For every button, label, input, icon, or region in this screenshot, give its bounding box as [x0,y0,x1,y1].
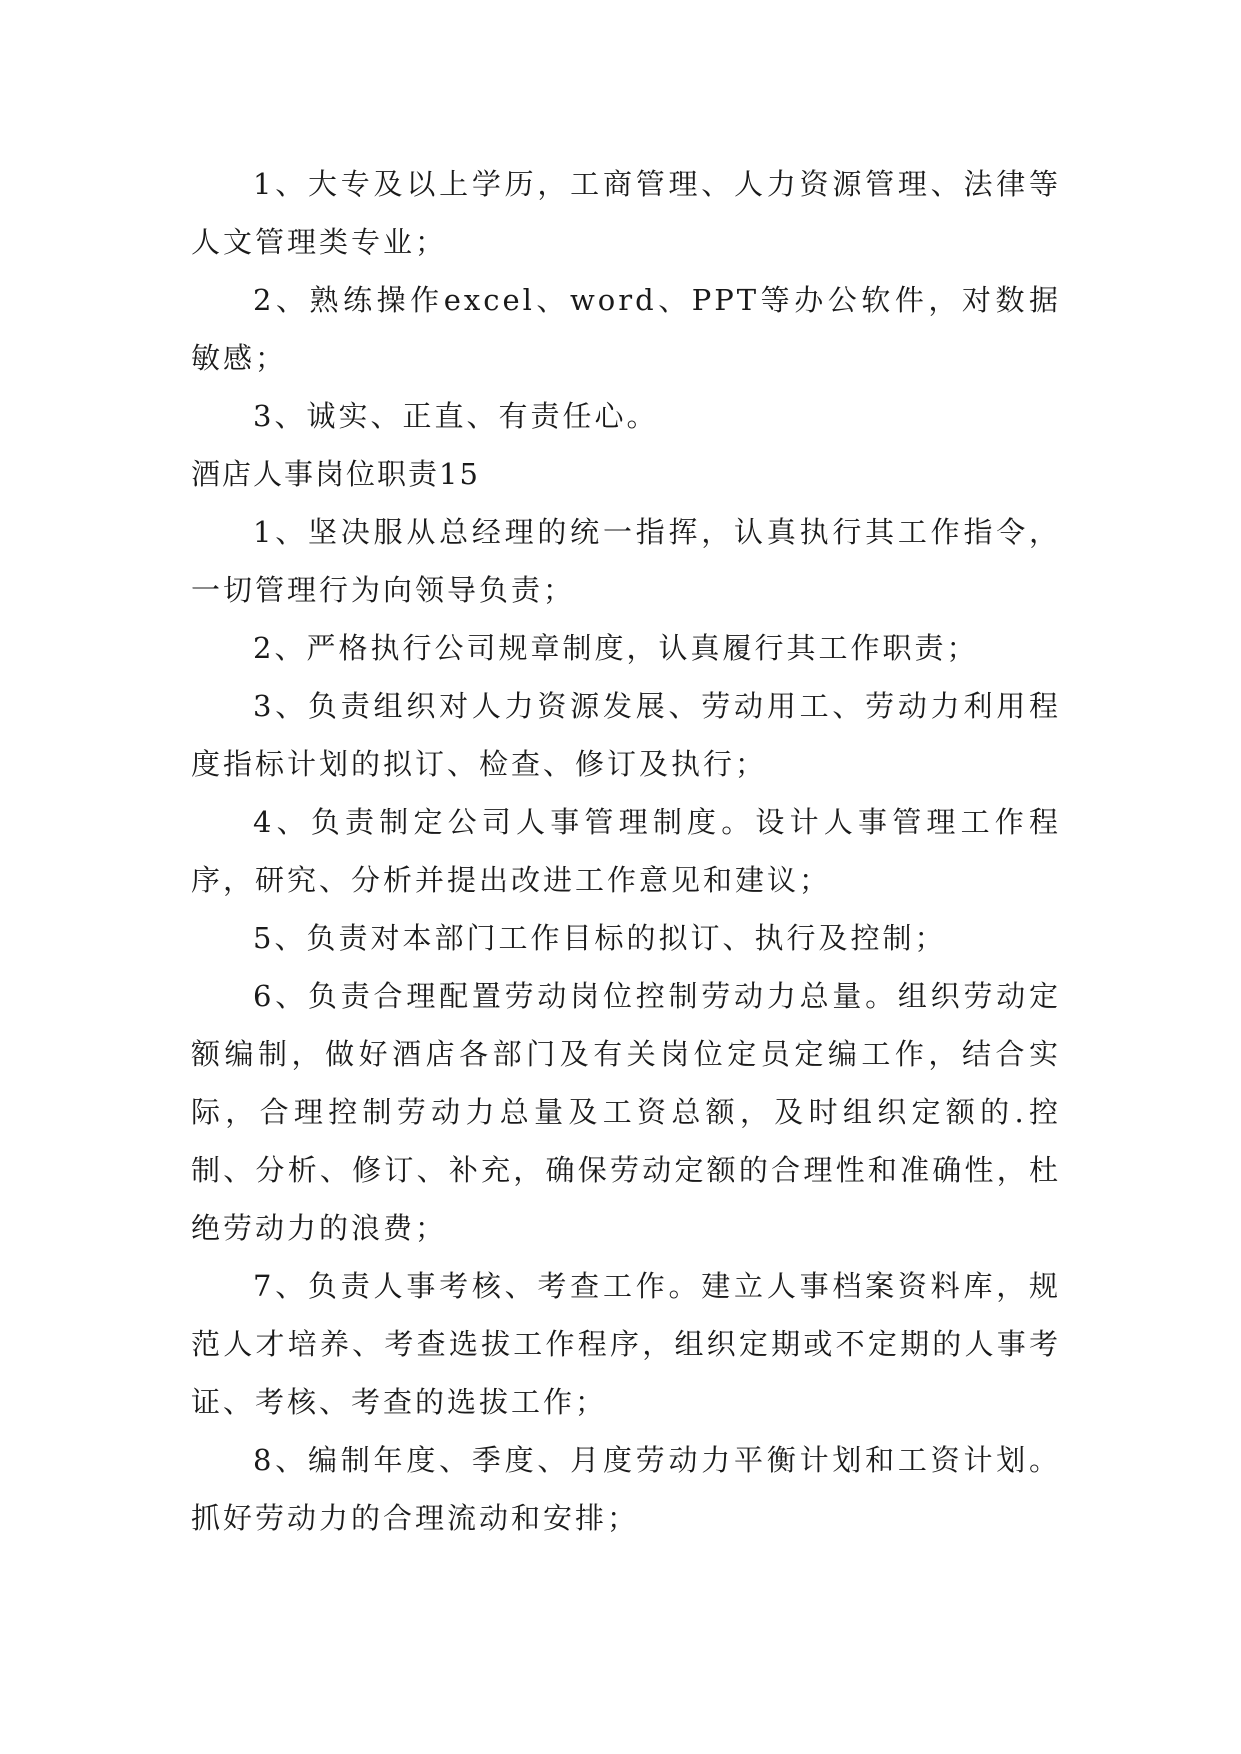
duty-item-7: 7、负责人事考核、考查工作。建立人事档案资料库，规范人才培养、考查选拔工作程序，组织定期或不定期的人事考证、考核、考查的选拔工作； [191,1269,1061,1419]
duty-item-5: 5、负责对本部门工作目标的拟订、执行及控制； [253,921,947,955]
document-body [191,155,1061,1547]
duty-item-3: 3、负责组织对人力资源发展、劳动用工、劳动力利用程度指标计划的拟订、检查、修订及执行； [191,689,1061,781]
duty-item-1: 1、坚决服从总经理的统一指挥，认真执行其工作指令，一切管理行为向领导负责； [191,515,1061,607]
requirement-item-3: 3、诚实、正直、有责任心。 [253,399,659,433]
section-heading: 酒店人事岗位职责15 [191,457,480,491]
duty-item-4: 4、负责制定公司人事管理制度。设计人事管理工作程序，研究、分析并提出改进工作意见和建议； [191,805,1061,897]
requirement-item-1: 1、大专及以上学历，工商管理、人力资源管理、法律等人文管理类专业； [191,167,1061,259]
duty-item-2: 2、严格执行公司规章制度，认真履行其工作职责； [253,631,979,665]
duty-item-8: 8、编制年度、季度、月度劳动力平衡计划和工资计划。抓好劳动力的合理流动和安排； [191,1443,1061,1535]
requirement-item-2: 2、熟练操作excel、word、PPT等办公软件，对数据敏感； [191,283,1061,375]
duty-item-6: 6、负责合理配置劳动岗位控制劳动力总量。组织劳动定额编制，做好酒店各部门及有关岗位定员定编工作，结合实际，合理控制劳动力总量及工资总额，及时组织定额的.控制、分析、修订、补充，确保劳动定额的合理性和准确性，杜绝劳动力的浪费； [191,979,1061,1245]
